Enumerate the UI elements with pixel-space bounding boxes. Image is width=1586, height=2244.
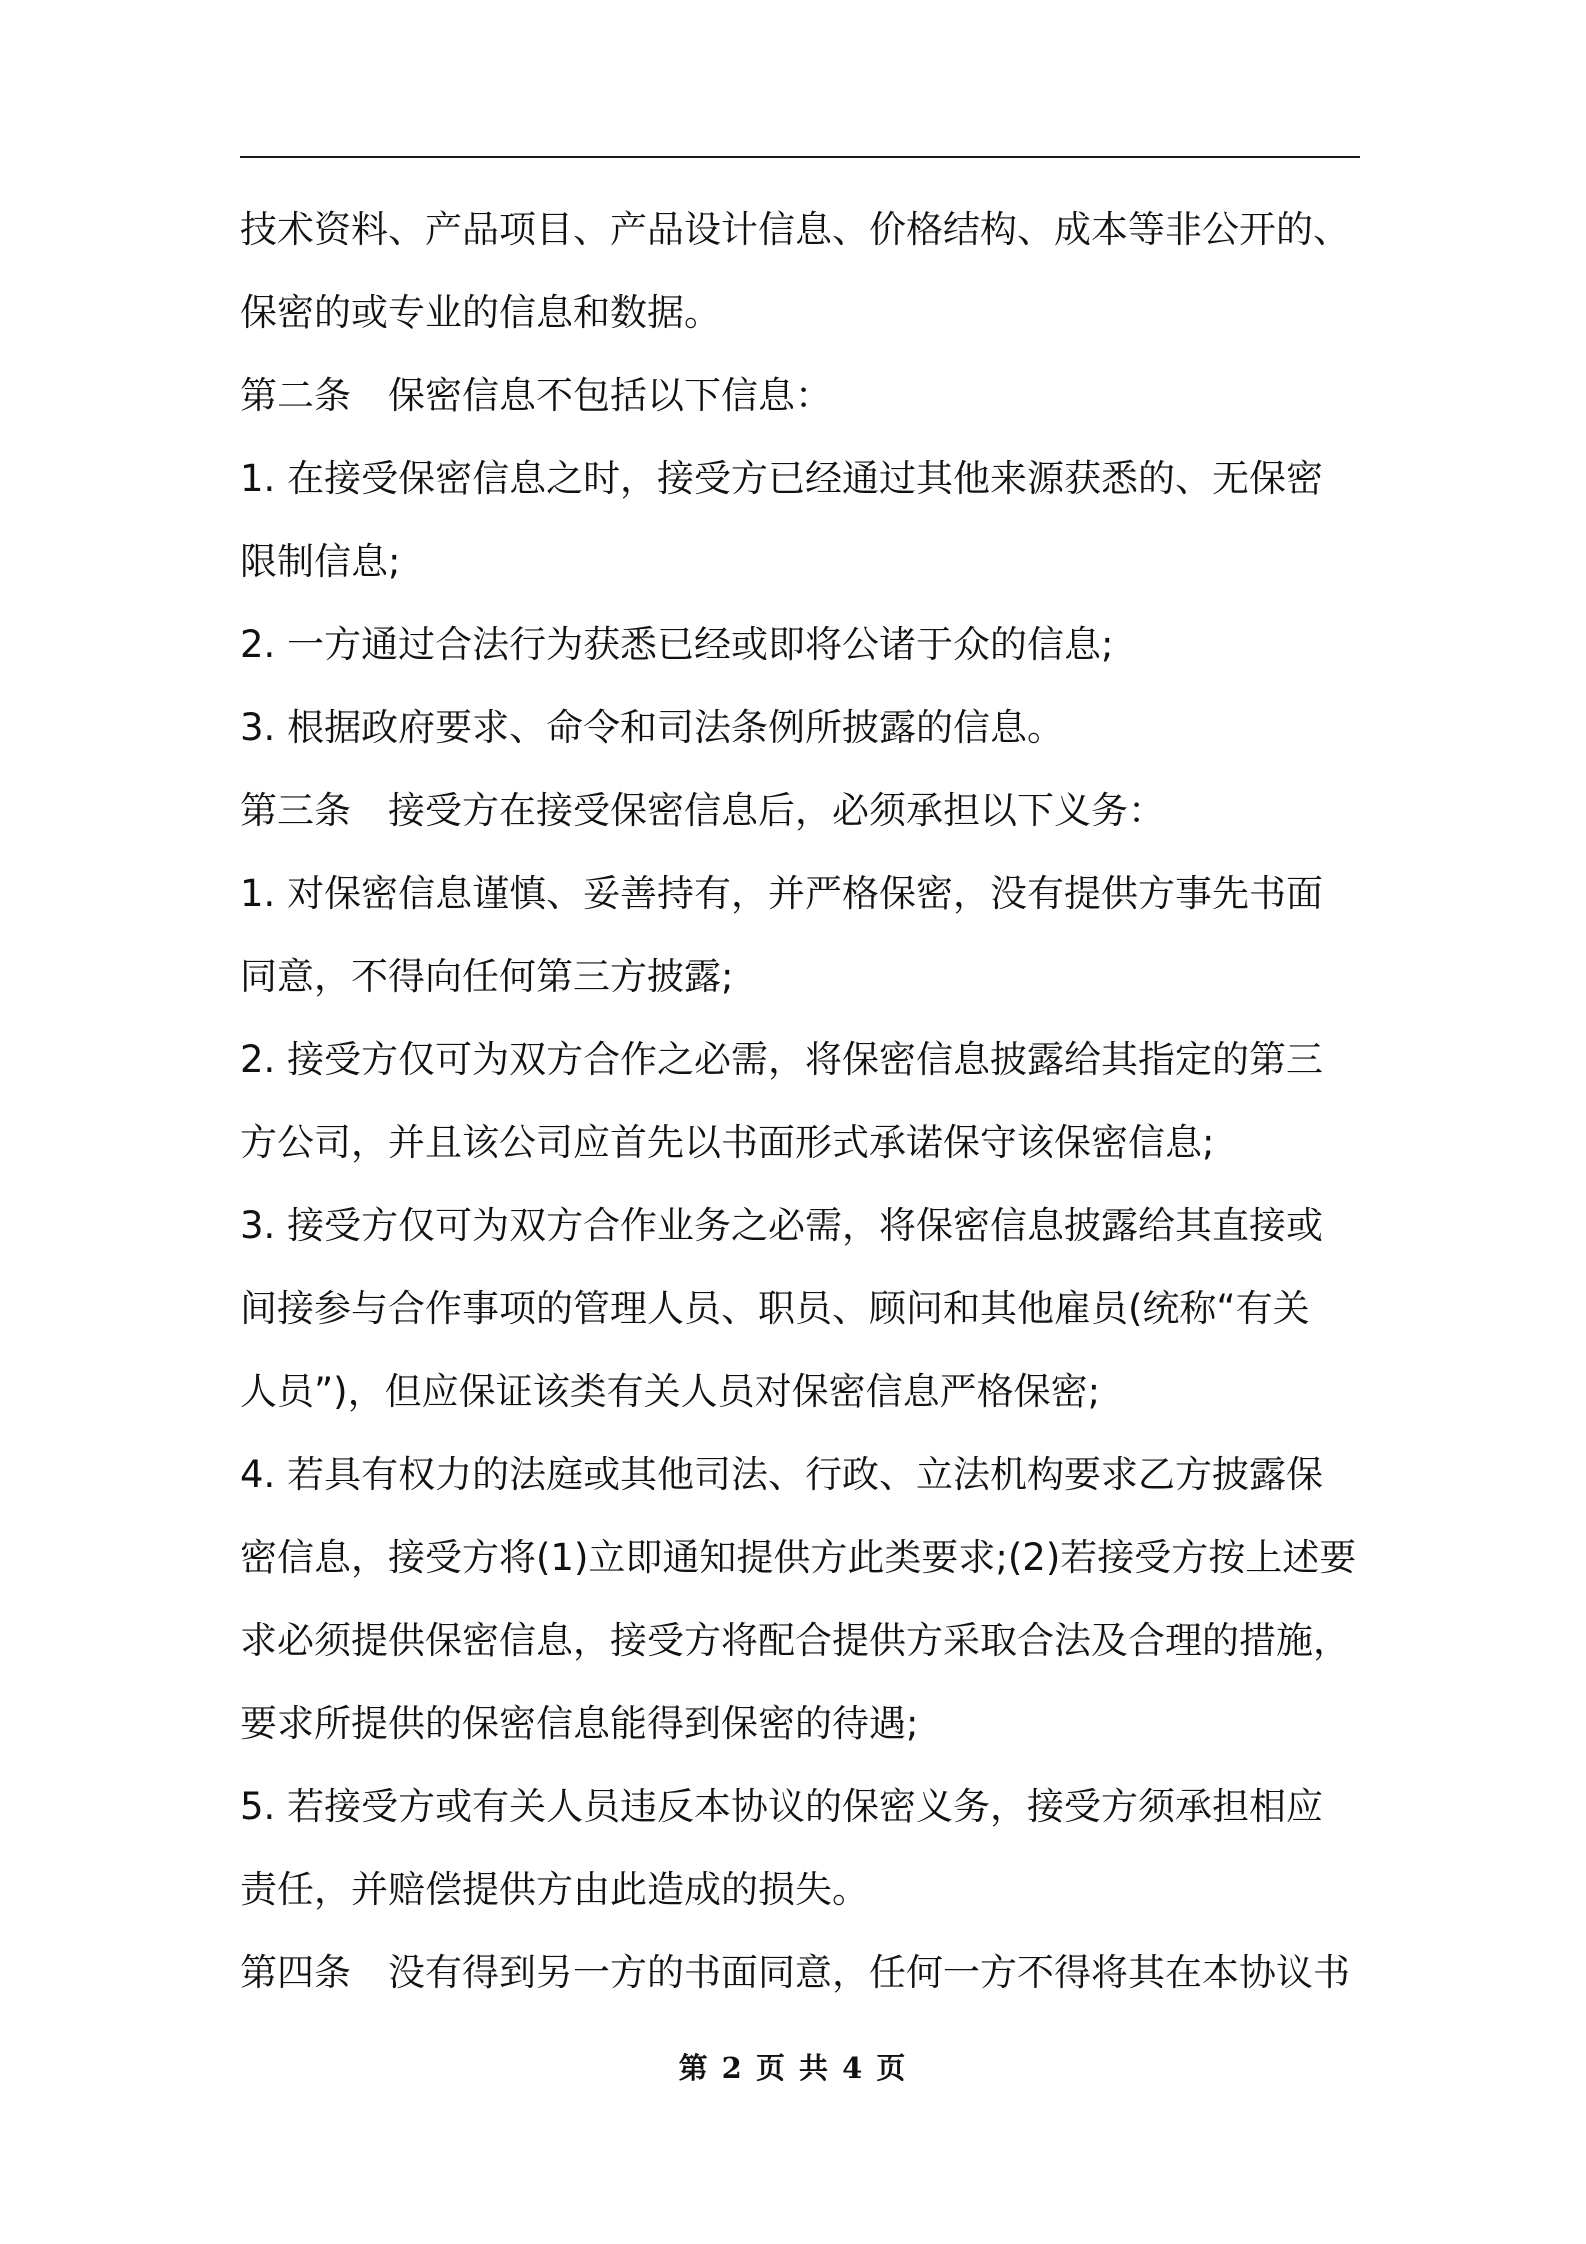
text-line-5: 限制信息;: [240, 540, 401, 583]
text-line-13: 3. 接受方仅可为双方合作业务之必需，将保密信息披露给其直接或: [240, 1204, 1324, 1247]
header-rule: [240, 156, 1360, 158]
text-line-4: 1. 在接受保密信息之时，接受方已经通过其他来源获悉的、无保密: [240, 457, 1324, 500]
text-line-2: 保密的或专业的信息和数据。: [240, 291, 721, 334]
text-line-18: 求必须提供保密信息，接受方将配合提供方采取合法及合理的措施，: [240, 1619, 1350, 1662]
text-line-19: 要求所提供的保密信息能得到保密的待遇;: [240, 1702, 919, 1745]
text-line-17: 密信息，接受方将(1)立即通知提供方此类要求;(2)若接受方按上述要: [240, 1536, 1357, 1579]
text-line-10: 同意，不得向任何第三方披露;: [240, 955, 734, 998]
text-line-16: 4. 若具有权力的法庭或其他司法、行政、立法机构要求乙方披露保: [240, 1453, 1324, 1496]
text-line-21: 责任，并赔偿提供方由此造成的损失。: [240, 1868, 869, 1911]
article-4-heading: 第四条 没有得到另一方的书面同意，任何一方不得将其在本协议书: [240, 1951, 1350, 1994]
text-line-1: 技术资料、产品项目、产品设计信息、价格结构、成本等非公开的、: [240, 208, 1350, 251]
text-line-11: 2. 接受方仅可为双方合作之必需，将保密信息披露给其指定的第三: [240, 1038, 1324, 1081]
article-3-heading: 第三条 接受方在接受保密信息后，必须承担以下义务：: [240, 789, 1165, 832]
text-line-7: 3. 根据政府要求、命令和司法条例所披露的信息。: [240, 706, 1065, 749]
text-line-20: 5. 若接受方或有关人员违反本协议的保密义务，接受方须承担相应: [240, 1785, 1324, 1828]
text-line-15: 人员”)，但应保证该类有关人员对保密信息严格保密;: [240, 1370, 1101, 1413]
text-line-12: 方公司，并且该公司应首先以书面形式承诺保守该保密信息;: [240, 1121, 1215, 1164]
page-footer: 第 2 页 共 4 页: [678, 2051, 908, 2085]
text-line-6: 2. 一方通过合法行为获悉已经或即将公诸于众的信息;: [240, 623, 1114, 666]
text-line-9: 1. 对保密信息谨慎、妥善持有，并严格保密，没有提供方事先书面: [240, 872, 1324, 915]
document-body: [240, 188, 1360, 2014]
article-2-heading: 第二条 保密信息不包括以下信息：: [240, 374, 832, 417]
text-line-14: 间接参与合作事项的管理人员、职员、顾问和其他雇员(统称“有关: [240, 1287, 1310, 1330]
